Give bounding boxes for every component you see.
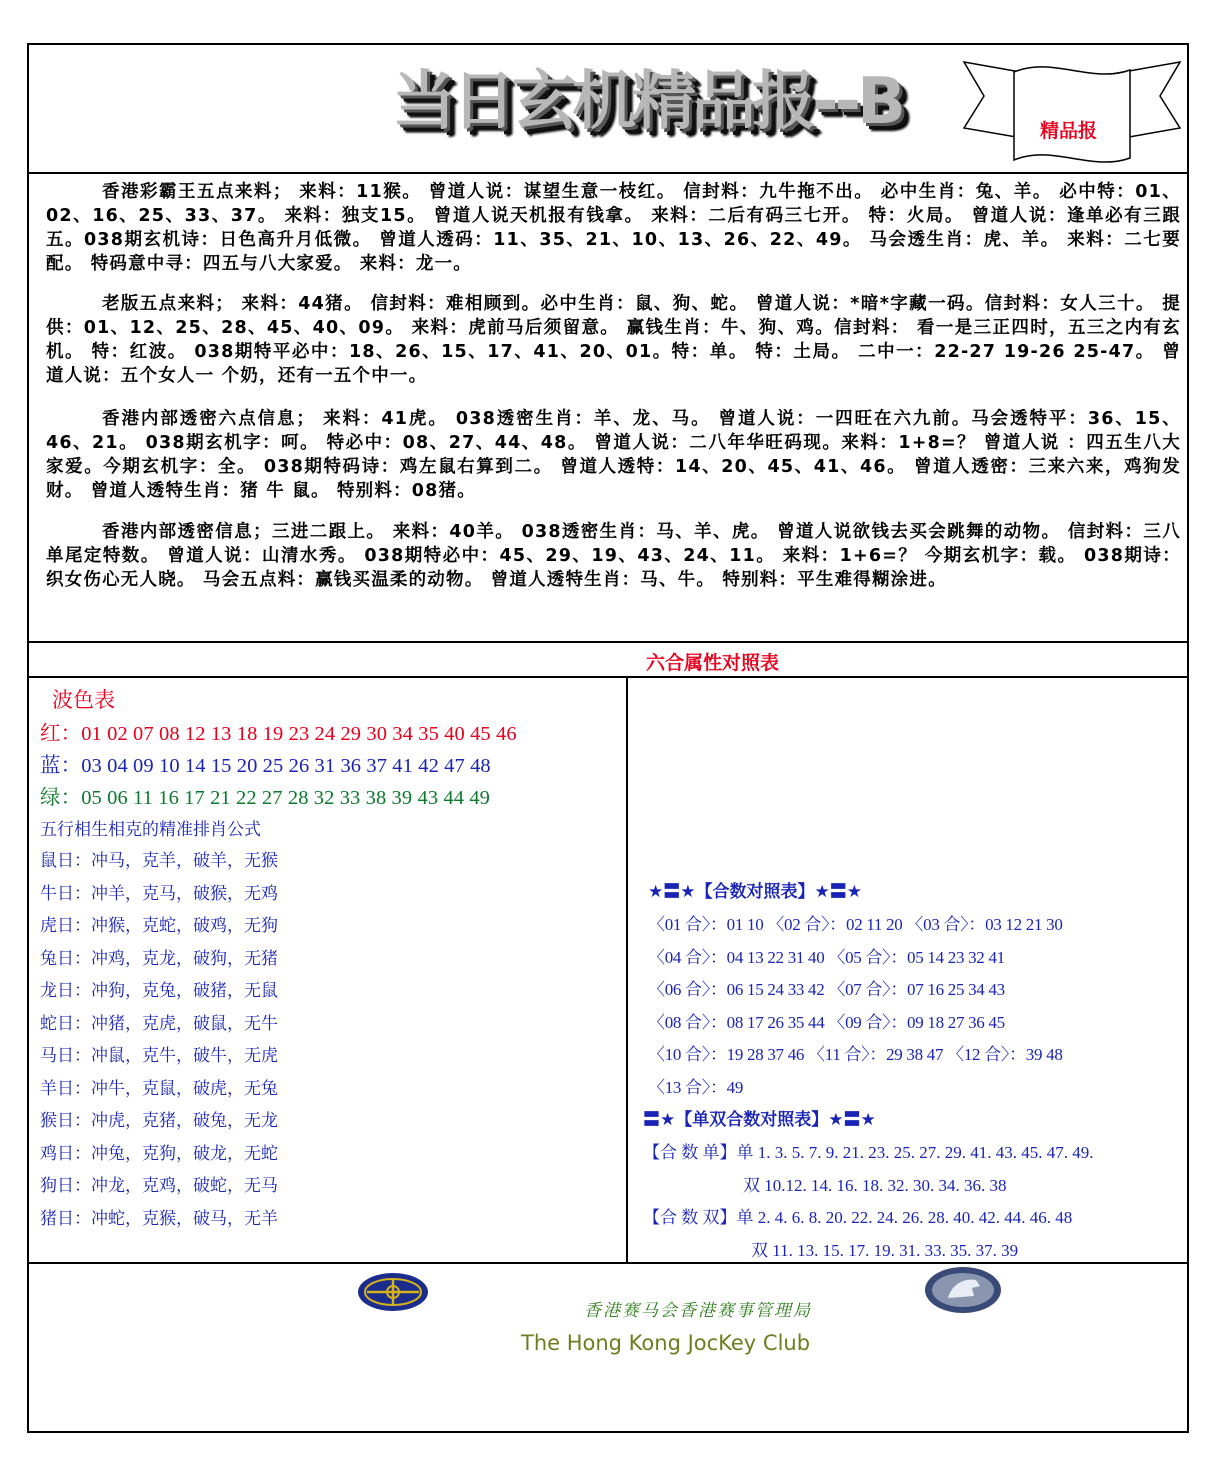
heshu-row: 〈10 合〉：19 28 37 46 〈11 合〉：29 38 47 〈12 合〉：39 48 bbox=[648, 1045, 1063, 1064]
wuxing-title: 五行相生相克的精准排肖公式 bbox=[40, 820, 261, 840]
wave-red-row: 红：01 02 07 08 12 13 18 19 23 24 29 30 34 35 40 45 46 bbox=[40, 723, 517, 745]
page-title: 当日玄机精品报--B bbox=[392, 65, 902, 139]
wave-table-title: 波色表 bbox=[52, 688, 115, 712]
article-3 bbox=[46, 407, 1181, 503]
wave-blue-row: 蓝：03 04 09 10 14 15 20 25 26 31 36 37 41 42 47 48 bbox=[40, 755, 491, 777]
ribbon-banner-icon bbox=[962, 48, 1184, 172]
list-item: 龙日：冲狗，克兔，破猪，无鼠 bbox=[40, 981, 278, 1001]
list-item: 羊日：冲牛，克鼠，破虎，无兔 bbox=[40, 1078, 278, 1099]
list-item: 鼠日：冲马，克羊，破羊，无猴 bbox=[40, 851, 278, 871]
list-item: 鸡日：冲兔，克狗，破龙，无蛇 bbox=[40, 1143, 278, 1164]
heshu-list bbox=[648, 910, 1063, 1105]
heshu-row: 〈06 合〉：06 15 24 33 42 〈07 合〉：07 16 25 34 43 bbox=[648, 980, 1005, 999]
list-item: 猪日：冲蛇，克猴，破马，无羊 bbox=[40, 1208, 278, 1229]
list-item: 猴日：冲虎，克猪，破兔，无龙 bbox=[40, 1111, 278, 1131]
list-item: 牛日：冲羊，克马，破猴，无鸡 bbox=[40, 883, 278, 904]
header-divider bbox=[27, 172, 1189, 174]
wave-green-row: 绿：05 06 11 16 17 21 22 27 28 32 33 38 39 43 44 49 bbox=[40, 787, 491, 809]
footer-divider bbox=[27, 1262, 1189, 1264]
article-3-text: 香港内部透密六点信息； 来料：41虎。 038透密生肖：羊、龙、马。 曾道人说：一四旺在六九前。马会透特平：36、15、46、21。 038期玄机字：呵。 特必中：08、27、44、48。 曾道人说：二八年华旺码现。来料：1+8=？ 曾道人说 ：四五生八大家爱。今期玄机字：全。 038期特码诗：鸡左鼠右算到二。 曾道人透特：14、20、45、41、46。 曾道人透密：三来六来，鸡狗发财。 曾道人透特生肖：猪 牛 鼠。 特别料：08猪。 bbox=[46, 409, 1181, 501]
heshu-table-title: ★〓★【合数对照表】★〓★ bbox=[648, 882, 862, 902]
heshu-row: 〈04 合〉：04 13 22 31 40 〈05 合〉：05 14 23 32 41 bbox=[648, 947, 1005, 967]
badge-label: 精品报 bbox=[1040, 120, 1098, 142]
odd-sum-odd-row: 【合 数 单】单 1. 3. 5. 7. 9. 21. 23. 25. 27. 29. 41. 43. 45. 47. 49. bbox=[643, 1143, 1094, 1162]
list-item: 虎日：冲猴，克蛇，破鸡，无狗 bbox=[40, 916, 278, 936]
section-divider-top bbox=[27, 641, 1189, 643]
jockey-club-emblem-icon bbox=[357, 1272, 429, 1312]
article-2-text: 老版五点来料； 来料：44猪。 信封料：难相顾到。必中生肖：鼠、狗、蛇。 曾道人说：*暗*字藏一码。信封料：女人三十。 提供：01、12、25、28、45、40、09。 来料：虎前马后须留意。 赢钱生肖：牛、狗、鸡。信封料： 看一是三正四时，五三之内有玄机。 特：红波。 038期特平必中：18、26、15、17、41、20、01。特：单。 特：土局。 二中一：22-27 19-26 25-47。 曾道人说：五个女人一 个奶，还有一五个中一。 bbox=[46, 294, 1181, 386]
heshu-row: 〈08 合〉：08 17 26 35 44 〈09 合〉：09 18 27 36 45 bbox=[648, 1012, 1005, 1032]
wuxing-list bbox=[40, 846, 278, 1236]
horse-head-logo-icon bbox=[924, 1266, 1002, 1314]
section-divider-bottom bbox=[27, 676, 1189, 678]
even-sum-odd-row: 【合 数 双】单 2. 4. 6. 8. 20. 22. 24. 26. 28. 40. 42. 44. 46. 48 bbox=[643, 1208, 1073, 1227]
article-4-text: 香港内部透密信息；三进二跟上。 来料：40羊。 038透密生肖：马、羊、虎。 曾道人说欲钱去买会跳舞的动物。 信封料：三八单尾定特数。 曾道人说：山清水秀。 038期特必中：45、29、19、43、24、11。 来料：1+6=？ 今期玄机字：载。 038期诗：织女伤心无人晓。 马会五点料：赢钱买温柔的动物。 曾道人透特生肖：马、牛。 特别料：平生难得糊涂进。 bbox=[46, 522, 1181, 590]
heshu-row: 〈01 合〉：01 10 〈02 合〉：02 11 20 〈03 合〉：03 12 21 30 bbox=[648, 915, 1063, 934]
list-item: 兔日：冲鸡，克龙，破狗，无猪 bbox=[40, 948, 278, 969]
article-2 bbox=[46, 292, 1181, 388]
list-item: 马日：冲鼠，克牛，破牛，无虎 bbox=[40, 1046, 278, 1066]
list-item: 蛇日：冲猪，克虎，破鼠，无牛 bbox=[40, 1013, 278, 1034]
article-1-text: 香港彩霸王五点来料； 来料：11猴。 曾道人说：谋望生意一枝红。 信封料：九牛拖不出。 必中生肖：兔、羊。 必中特：01、02、16、25、33、37。 来料：独支15。 曾道人说天机报有钱拿。 来料：二后有码三七开。 特：火局。 曾道人说：逢单必有三跟五。038期玄机诗：日色高升月低微。 曾道人透码：11、35、21、10、13、26、22、49。 马会透生肖：虎、羊。 来料：二七要配。 特码意中寻：四五与八大家爱。 来料：龙一。 bbox=[46, 182, 1181, 274]
footer-chinese-name: 香港赛马会香港赛事管理局 bbox=[584, 1301, 812, 1321]
list-item: 狗日：冲龙，克鸡，破蛇，无马 bbox=[40, 1176, 278, 1196]
article-1 bbox=[46, 180, 1181, 276]
even-sum-even-row: 双 11. 13. 15. 17. 19. 31. 33. 35. 37. 39 bbox=[751, 1241, 1019, 1260]
odd-sum-even-row: 双 10.12. 14. 16. 18. 32. 30. 34. 36. 38 bbox=[743, 1176, 1007, 1195]
article-4 bbox=[46, 520, 1181, 592]
odd-even-table-title: 〓★【单双合数对照表】★〓★ bbox=[643, 1110, 876, 1130]
heshu-row: 〈13 合〉：49 bbox=[648, 1077, 744, 1097]
column-divider bbox=[626, 676, 628, 1262]
section-title: 六合属性对照表 bbox=[645, 652, 779, 674]
footer-english-name: The Hong Kong JocKey Club bbox=[521, 1331, 811, 1355]
